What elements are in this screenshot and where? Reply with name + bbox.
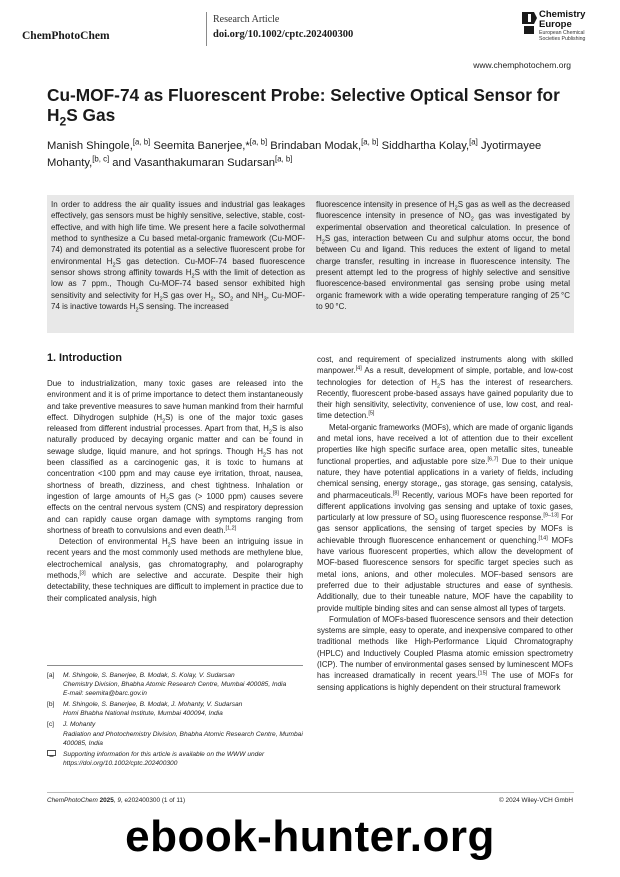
copyright-footer: © 2024 Wiley-VCH GmbH — [499, 797, 573, 804]
body-left-column — [47, 378, 303, 604]
supporting-info-marker — [47, 750, 56, 760]
affiliation-item — [47, 720, 309, 747]
author-list: Manish Shingole,[a, b] Seemita Banerjee,*[a, b] Brindaban Modak,[a, b] Siddhartha Kolay,[a] Jyotirmayee Mohanty,[b, c] and Vasanthakumaran Sudarsan[a, b] — [47, 137, 542, 169]
body-paragraph: Detection of environmental $H_2S$ have been an intriguing issue in recent years and the most commonly used methods are methylene blue, electrochemical analysis, gas chromatography, and polarography methods,[3] which are selective and accurate. Despite their high detectability, these techniques are difficult to implement in practice due to their complicated analysis, high — [47, 537, 303, 603]
body-paragraph: Due to industrialization, many toxic gases are released into the environment and it is of prime importance to detect them instantaneously and take preventive measures to save human mankind from their harmful effect. Dihydrogen sulphide $(H_2S)$ is one of the major toxic gases released from different industrial processes. Apart from that, $H_2S$ is also naturally produced by decaying organic matter and can be found in sewage sludge, liquid manure, and hot springs. Though $H_2S$ has not been classified as a carcinogenic gas, it is toxic to humans at concentration <100 ppm and may cause eye irritation, throat, nausea, shortness of breath, dizziness, and chest tightness. Inhalation or ingestion of large amounts of $H_2S$ gas (> 1000 ppm) causes severe effects on the central nervous system (CNS) and respiratory depression and can rapidly cause organ damage with symptoms ranging from shortness of breath to convulsions and even death.[1,2] — [47, 379, 303, 535]
affiliation-text: M. Shingole, S. Banerjee, B. Modak, S. Kolay, V. Sudarsan Chemistry Division, Bhabha Atomic Research Centre, Mumbai 400085, India E-mail: seemita@barc.gov.in — [63, 672, 287, 698]
footer-divider — [47, 792, 574, 793]
monitor-icon — [47, 750, 56, 757]
body-right-column — [317, 354, 573, 693]
journal-website[interactable]: www.chemphotochem.org — [473, 60, 571, 70]
header-divider — [206, 12, 207, 46]
supporting-info-text[interactable]: Supporting information for this article is available on the WWW under https://doi.org/10.1002/cptc.202400300 — [63, 750, 265, 767]
supporting-info-note — [47, 750, 309, 768]
affiliation-item — [47, 700, 309, 718]
section-heading: 1. Introduction — [47, 352, 122, 364]
body-paragraph: Metal-organic frameworks (MOFs), which are made of organic ligands and metal ions, have received a lot of attention due to their excellent properties like high specific surface area, open metallic sites, tuneable functional properties, and adjustable pore size.[6,7] Due to their unique nature, they have potential applications in a variety of fields, including chemical sensing, energy storage,, gas storage, gas sensing, catalysis, and pharmaceuticals.[8] Recently, various MOFs have been reported for different applications involving gas sensing and uptake of toxic gases, particularly at low pressure of $SO_2$ using fluorescence response.[9–13] For gas sensor applications, the sensing of target species by MOFs is achievable through fluorescence enhancement or quenching.[14] MOFs have various fluorescent properties, which allow the development of MOF-based fluorescence sensors for specific target species such as metal ions, anions, and other molecules. MOF-based sensors are preferred due to their adjustable structures and ease of synthesis. Additionally, due to their tuneable nature, MOF have the capability to provide multiple binding sites and can sense almost all types of targets. — [317, 422, 573, 613]
journal-name: ChemPhotoChem — [22, 30, 110, 42]
body-paragraph: Formulation of MOFs-based fluorescence sensors and their detection systems are simple, easy to operate, and inexpensive compared to other traditional methods like High-Performance Liquid Chromatography (HPLC) and Inductively Coupled Plasma atomic emission spectrometry (ICP). The number of environmental gases sensed by luminescent MOFs has increased dramatically in recent years.[15] The use of MOFs for sensing applications is highly dependent on their structural framework — [317, 614, 573, 692]
affiliation-item — [47, 671, 309, 698]
body-paragraph: cost, and requirement of specialized instruments along with skilled manpower.[4] As a result, development of simple, portable, and low-cost technologies for detection of $H_2S$ has the interest of researchers. Recently, fluorescent probe-based assays have gained popularity due to their high sensitivity, selectivity, convenience of use, low cost, and real-time detection.[5] — [317, 355, 573, 421]
watermark-text: ebook-hunter.org — [125, 812, 495, 861]
affiliation-text: J. Mohanty Radiation and Photochemistry Division, Bhabha Atomic Research Centre, Mumbai 400085, India — [63, 721, 303, 747]
article-title: Cu-MOF-74 as Fluorescent Probe: Selective Optical Sensor for $H_2S$ Gas — [47, 85, 560, 129]
abstract-right-column: fluorescence intensity in presence of $H_2S$ gas as well as the decreased fluorescence intensity in presence of $NO_2$ gas was investigated by experimental observation and theoretical calculation. In presence of $H_2S$ gas, interaction between Cu and sulphur atoms occur, the bond between Cu and ligand. This reduces the extent of ligand to metal charge transfer, resulting in increase in fluorescence intensity. The present attempt led to the progress of highly selective and sensitive fluorescence-based environmental gas sensing probe using metal organic framework with a wide operating temperature ranging of 25 °C to 90 °C. — [316, 200, 571, 312]
affiliation-divider — [47, 665, 303, 666]
affiliation-text: M. Shingole, S. Banerjee, B. Modak, J. Mohanty, V. Sudarsan Homi Bhabha National Institute, Mumbai 400094, India — [63, 701, 243, 718]
affiliations — [47, 671, 309, 770]
citation-footer: ChemPhotoChem 2025, 9, e202400300 (1 of 11) — [47, 797, 186, 804]
affiliation-marker: [c] — [47, 721, 54, 729]
publisher-subtitle: European Chemical Societies Publishing — [539, 30, 586, 42]
article-type: Research Article — [213, 14, 280, 25]
affiliation-marker: [b] — [47, 701, 55, 709]
affiliation-marker: [a] — [47, 672, 55, 679]
abstract-left-column: In order to address the air quality issues and industrial gas leakages effectively, gas sensors must be highly sensitive, selective, stable, cost-effective, and with high life time. We present here a facile solvothermal method to synthesize a Cu based metal-organic framework (Cu-MOF-74) and demonstrated its potential as a selective fluorescent probe for environmental $H_2S$ gas detection. Cu-MOF-74 based fluorescence sensor shows strong affinity towards $H_2S$ with the limit of detection as low as 7 ppm., Though Cu-MOF-74 based sensor exhibited high sensitivity and selectivity for $H_2S$ gas over $H_2$, $SO_2$ and $NH_3$, Cu-MOF-74 is inactive towards $H_2S$ sensing. The increased — [51, 200, 306, 314]
publisher-name: Chemistry Europe — [539, 9, 586, 30]
doi-link[interactable]: doi.org/10.1002/cptc.202400300 — [213, 29, 354, 40]
